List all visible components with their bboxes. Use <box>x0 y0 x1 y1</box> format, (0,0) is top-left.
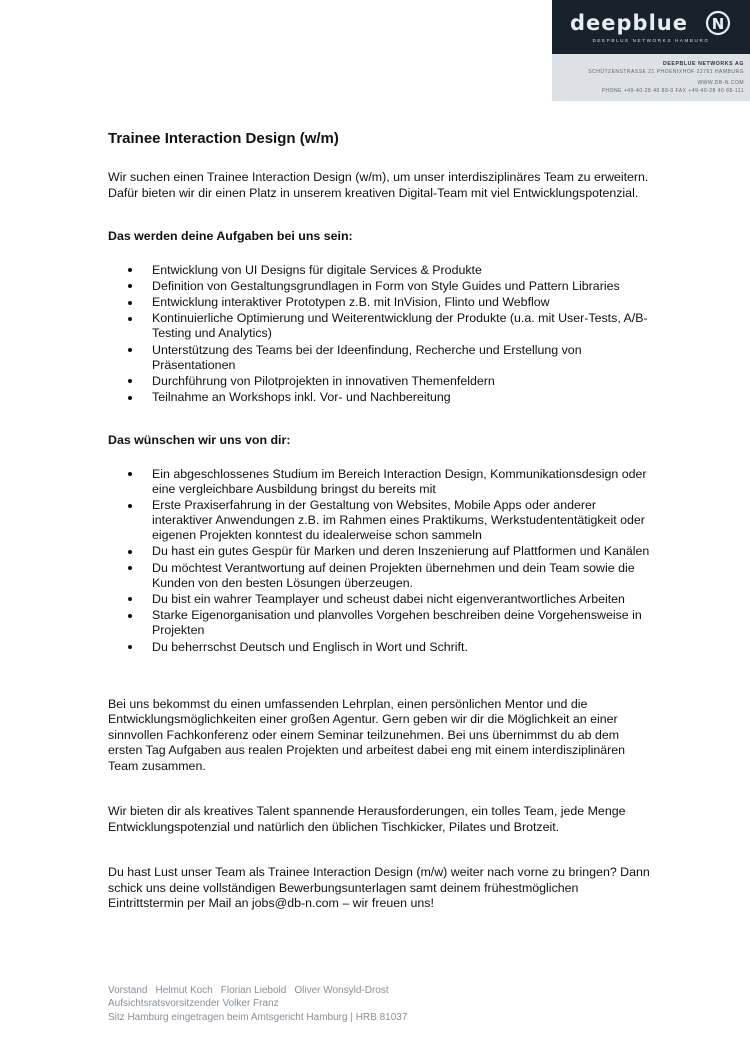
list-item: Teilnahme an Workshops inkl. Vor- und Nachbereitung <box>108 390 653 405</box>
bullet-icon <box>128 614 132 618</box>
tasks-list <box>108 263 653 406</box>
list-item: Starke Eigenorganisation und planvolles Vorgehen beschreiben deine Vorgehensweise in Projekten <box>108 608 653 638</box>
letterhead-address: SCHÜTZENSTRASSE 21 PHOENIXHOF 22761 HAMBURG <box>588 69 744 75</box>
bullet-icon <box>128 301 132 305</box>
letterhead-address-block <box>588 60 744 95</box>
logo-n-letter: N <box>711 15 725 33</box>
logo-wordmark: deepblue <box>570 11 688 35</box>
offer-paragraph: Bei uns bekommst du einen umfassenden Lehrplan, einen persönlichen Mentor und die Entwicklungsmöglichkeiten einer großen Agentur. Gern geben wir dir die Möglichkeit an einer sinnvollen Fachkonferenz oder einem Seminar teilzunehmen. Bei uns übernimmst du ab dem ersten Tag Aufgaben aus realen Projekten und arbeitest dabei eng mit einem interdisziplinären Team zusammen. <box>108 696 626 773</box>
bullet-icon <box>128 597 132 601</box>
bullet-icon <box>128 550 132 554</box>
letterhead <box>552 0 750 101</box>
bullet-icon <box>128 472 132 476</box>
bullet-icon <box>128 268 132 272</box>
bullet-icon <box>128 645 132 649</box>
intro-paragraph: Wir suchen einen Trainee Interaction Design (w/m), um unser interdisziplinäres Team zu erweitern. Dafür bieten wir dir einen Platz in unserem kreativen Digital-Team mit viel Entwicklungspotenzial. <box>108 170 649 200</box>
closing-paragraph: Du hast Lust unser Team als Trainee Interaction Design (m/w) weiter nach vorne zu bringen? Dann schick uns deine vollständigen Bewerbungsunterlagen samt deinem frühestmöglichen Eintrittstermin per Mail an jobs@db-n.com – wir freuen uns! <box>108 865 650 911</box>
letterhead-phone: PHONE +49-40-28 40 88-0 FAX +49-40-28 40 88-111 <box>601 88 744 94</box>
letterhead-tagline: DEEPBLUE NETWORKS HAMBURG <box>592 38 710 43</box>
list-item: Unterstützung des Teams bei der Ideenfindung, Recherche und Erstellung von Präsentationen <box>108 343 653 373</box>
bullet-icon <box>128 317 132 321</box>
list-item: Du hast ein gutes Gespür für Marken und deren Inszenierung auf Plattformen und Kanälen <box>108 544 653 559</box>
list-item: Kontinuierliche Optimierung und Weiterentwicklung der Produkte (u.a. mit User-Tests, A/B-Testing und Analytics) <box>108 311 653 341</box>
list-item: Erste Praxiserfahrung in der Gestaltung von Websites, Mobile Apps oder anderer interaktiver Anwendungen z.B. im Rahmen eines Praktikums, Werkstudententätigkeit oder eigenen Projekten konntest du idealerweise schon sammeln <box>108 498 653 543</box>
letterhead-web: WWW.DB-N.COM <box>697 80 744 86</box>
list-item: Entwicklung interaktiver Prototypen z.B. mit InVision, Flinto und Webflow <box>108 295 653 310</box>
footer-register: Sitz Hamburg eingetragen beim Amtsgericht Hamburg | HRB 81037 <box>108 1011 408 1023</box>
list-item: Definition von Gestaltungsgrundlagen in Form von Style Guides und Pattern Libraries <box>108 279 653 294</box>
bullet-icon <box>128 566 132 570</box>
wishes-heading: Das wünschen wir uns von dir: <box>108 433 291 448</box>
list-item: Ein abgeschlossenes Studium im Bereich Interaction Design, Kommunikationsdesign oder eine vergleichbare Ausbildung bringst du bereits mit <box>108 467 653 497</box>
benefits-paragraph: Wir bieten dir als kreatives Talent spannende Herausforderungen, ein tolles Team, jede Menge Entwicklungspotenzial und natürlich den üblichen Tischkicker, Pilates und Brotzeit. <box>108 804 626 834</box>
list-item: Durchführung von Pilotprojekten in innovativen Themenfeldern <box>108 374 653 389</box>
letterhead-dark-panel <box>552 0 750 54</box>
list-item: Du bist ein wahrer Teamplayer und scheust dabei nicht eigenverantwortliches Arbeiten <box>108 592 653 607</box>
deepblue-logo <box>568 8 734 38</box>
list-item: Du beherrschst Deutsch und Englisch in Wort und Schrift. <box>108 640 653 655</box>
list-item: Du möchtest Verantwortung auf deinen Projekten übernehmen und dein Team sowie die Kunden von den besten Lösungen überzeugen. <box>108 561 653 591</box>
page-title: Trainee Interaction Design (w/m) <box>108 130 339 147</box>
tasks-heading: Das werden deine Aufgaben bei uns sein: <box>108 229 353 243</box>
footer-board-member: Florian Liebold <box>220 985 287 996</box>
footer-supervisory: Aufsichtsratsvorsitzender Volker Franz <box>108 998 279 1010</box>
footer-board-line <box>108 984 407 997</box>
bullet-icon <box>128 504 132 508</box>
bullet-icon <box>128 379 132 383</box>
list-item: Entwicklung von UI Designs für digitale Services & Produkte <box>108 263 653 278</box>
bullet-icon <box>128 348 132 352</box>
document-body <box>108 130 653 912</box>
letterhead-company: DEEPBLUE NETWORKS AG <box>663 61 744 67</box>
footer <box>108 984 407 1024</box>
footer-board-member: Oliver Wonsyld-Drost <box>294 985 389 996</box>
footer-board-member: Helmut Koch <box>155 985 213 996</box>
bullet-icon <box>128 284 132 288</box>
wishes-list <box>108 467 653 655</box>
bullet-icon <box>128 396 132 400</box>
footer-board-label: Vorstand <box>108 985 148 996</box>
